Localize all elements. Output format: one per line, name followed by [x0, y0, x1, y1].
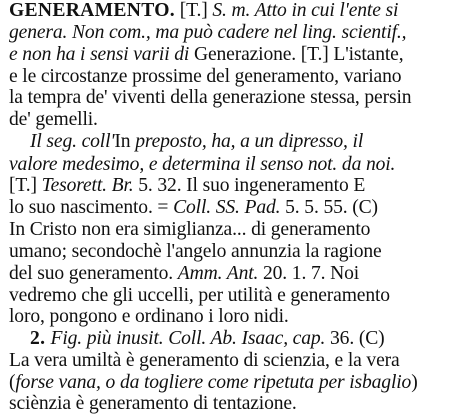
entry-line — [9, 263, 359, 285]
entry-line — [9, 350, 400, 372]
entry-line — [9, 219, 370, 241]
italic-text: Il seg. coll' — [30, 131, 115, 152]
roman-text: 36. (C) — [330, 328, 385, 349]
entry-line — [9, 175, 365, 197]
roman-text: e le circostanze prossime del generamento, variano — [9, 66, 402, 87]
entry-line — [9, 0, 398, 22]
roman-text: umano; secondochè l'angelo annunzia la ragione — [9, 241, 382, 262]
roman-text: ) — [411, 372, 418, 393]
entry-line — [9, 66, 401, 88]
roman-text: la tempra de' viventi della generazione stessa, persin — [9, 87, 412, 108]
bold-text: 2. — [30, 328, 51, 349]
roman-text: Generazione. [T.] L'istante, — [193, 44, 404, 65]
roman-text: In Cristo non era simiglianza... di generamento — [9, 219, 371, 240]
roman-text: La vera umiltà è generamento di scienzia, e la vera — [9, 350, 400, 371]
roman-text: loro, pongono e ordinano i loro nidi. — [9, 306, 289, 327]
roman-text: [T.] — [9, 175, 42, 196]
roman-text: ( — [9, 372, 16, 393]
italic-text: Fig. più inusit. Coll. Ab. Isaac, cap. — [50, 328, 331, 349]
roman-text: In — [114, 131, 136, 152]
entry-line — [9, 197, 378, 219]
roman-text: del suo generamento. — [9, 263, 178, 284]
italic-text: Coll. SS. Pad. — [173, 197, 286, 218]
entry-line — [9, 87, 411, 109]
entry-line — [9, 154, 395, 176]
italic-text: Amm. Ant. — [177, 263, 264, 284]
roman-text: 5. 5. 55. (C) — [285, 197, 378, 218]
entry-line — [9, 44, 403, 66]
italic-text: S. m. Atto in cui l'ente si — [212, 0, 399, 21]
entry-line — [9, 22, 406, 44]
entry-line — [9, 241, 382, 263]
roman-text: [T.] — [175, 0, 213, 21]
italic-text: valore medesimo, e determina il senso not. da noi. — [9, 154, 396, 175]
italic-text: genera. Non com., ma può cadere nel ling. scientif., — [9, 22, 407, 43]
entry-line — [9, 306, 289, 328]
roman-text: 20. 1. 7. Noi — [263, 263, 360, 284]
italic-text: preposto, ha, a un dipresso, il — [135, 131, 364, 152]
entry-line — [30, 131, 363, 153]
roman-text: lo suo nascimento. = — [9, 197, 174, 218]
entry-line — [30, 328, 385, 350]
italic-text: forse vana, o da togliere come ripetuta per isbaglio — [15, 372, 412, 393]
entry-line — [9, 393, 297, 415]
italic-text: Tesorett. Br. — [41, 175, 139, 196]
entry-line — [9, 285, 390, 307]
bold-text: GENERAMENTO. — [9, 0, 175, 21]
roman-text: sciènzia è generamento di tentazione. — [9, 393, 297, 414]
roman-text: de' gemelli. — [9, 109, 98, 130]
entry-line — [9, 372, 418, 394]
entry-line — [9, 109, 98, 131]
roman-text: vedremo che gli uccelli, per utilità e generamento — [9, 285, 390, 306]
italic-text: e non ha i sensi varii di — [9, 44, 194, 65]
roman-text: 5. 32. Il suo ingeneramento E — [138, 175, 366, 196]
